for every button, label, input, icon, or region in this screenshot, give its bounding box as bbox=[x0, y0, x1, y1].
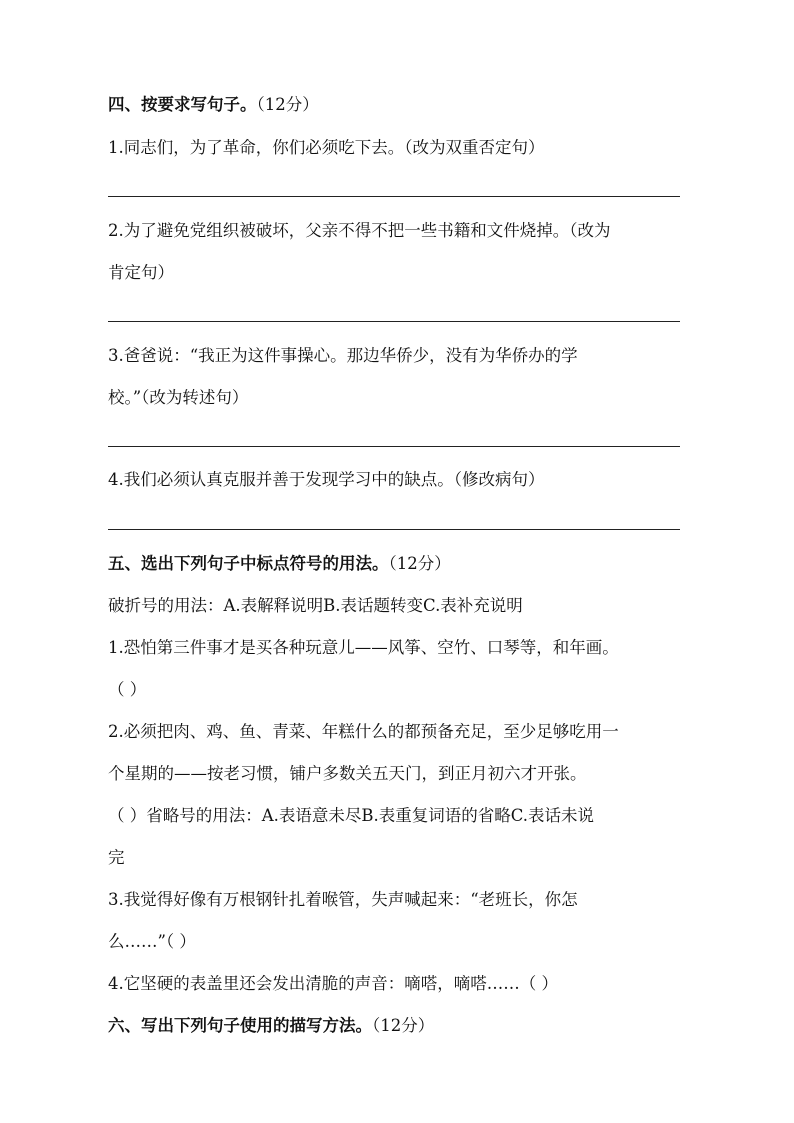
question-5-2-line2: 个星期的——按老习惯，铺户多数关五天门，到正月初六才开张。 bbox=[108, 764, 587, 783]
section-4-points: （12分） bbox=[256, 95, 319, 114]
dash-usage-options: 破折号的用法：A.表解释说明B.表话题转变C.表补充说明 bbox=[108, 596, 523, 615]
question-5-3-line1: 3.我觉得好像有万根钢针扎着喉管，失声喊起来：“老班长，你怎 bbox=[108, 890, 578, 909]
section-6-points: （12分） bbox=[372, 1016, 435, 1035]
question-4-4: 4.我们必须认真克服并善于发现学习中的缺点。（修改病句） bbox=[108, 470, 545, 489]
answer-line-4-4[interactable] bbox=[108, 529, 680, 530]
question-4-1: 1.同志们，为了革命，你们必须吃下去。（改为双重否定句） bbox=[108, 138, 545, 157]
question-5-2-line4: 完 bbox=[108, 848, 125, 867]
question-4-2-line1: 2.为了避免党组织被破坏，父亲不得不把一些书籍和文件烧掉。（改为 bbox=[108, 221, 611, 240]
question-5-2-line3: （ ）省略号的用法：A.表语意未尽B.表重复词语的省略C.表话未说 bbox=[108, 806, 595, 825]
answer-line-4-1[interactable] bbox=[108, 196, 680, 197]
question-5-1-line1: 1.恐怕第三件事才是买各种玩意儿——风筝、空竹、口琴等，和年画。 bbox=[108, 638, 619, 657]
question-4-2-line2: 肯定句） bbox=[108, 263, 174, 282]
question-5-4: 4.它坚硬的表盖里还会发出清脆的声音：嘀嗒，嘀嗒……（ ） bbox=[108, 974, 558, 993]
question-4-3-line1: 3.爸爸说：“我正为这件事操心。那边华侨少，没有为华侨办的学 bbox=[108, 346, 578, 365]
answer-line-4-3[interactable] bbox=[108, 446, 680, 447]
question-4-3-line2: 校。”（改为转述句） bbox=[108, 388, 249, 407]
section-6-heading: 六、写出下列句子使用的描写方法。（12分） bbox=[108, 1016, 435, 1035]
question-5-3-line2: 么……”（ ） bbox=[108, 932, 196, 951]
answer-line-4-2[interactable] bbox=[108, 321, 680, 322]
question-5-1-answer[interactable]: （ ） bbox=[108, 680, 147, 699]
section-4-heading: 四、按要求写句子。（12分） bbox=[108, 95, 319, 114]
question-5-2-line1: 2.必须把肉、鸡、鱼、青菜、年糕什么的都预备充足，至少足够吃用一 bbox=[108, 722, 619, 741]
section-5-heading: 五、选出下列句子中标点符号的用法。（12分） bbox=[108, 554, 451, 573]
section-5-points: （12分） bbox=[388, 554, 451, 573]
